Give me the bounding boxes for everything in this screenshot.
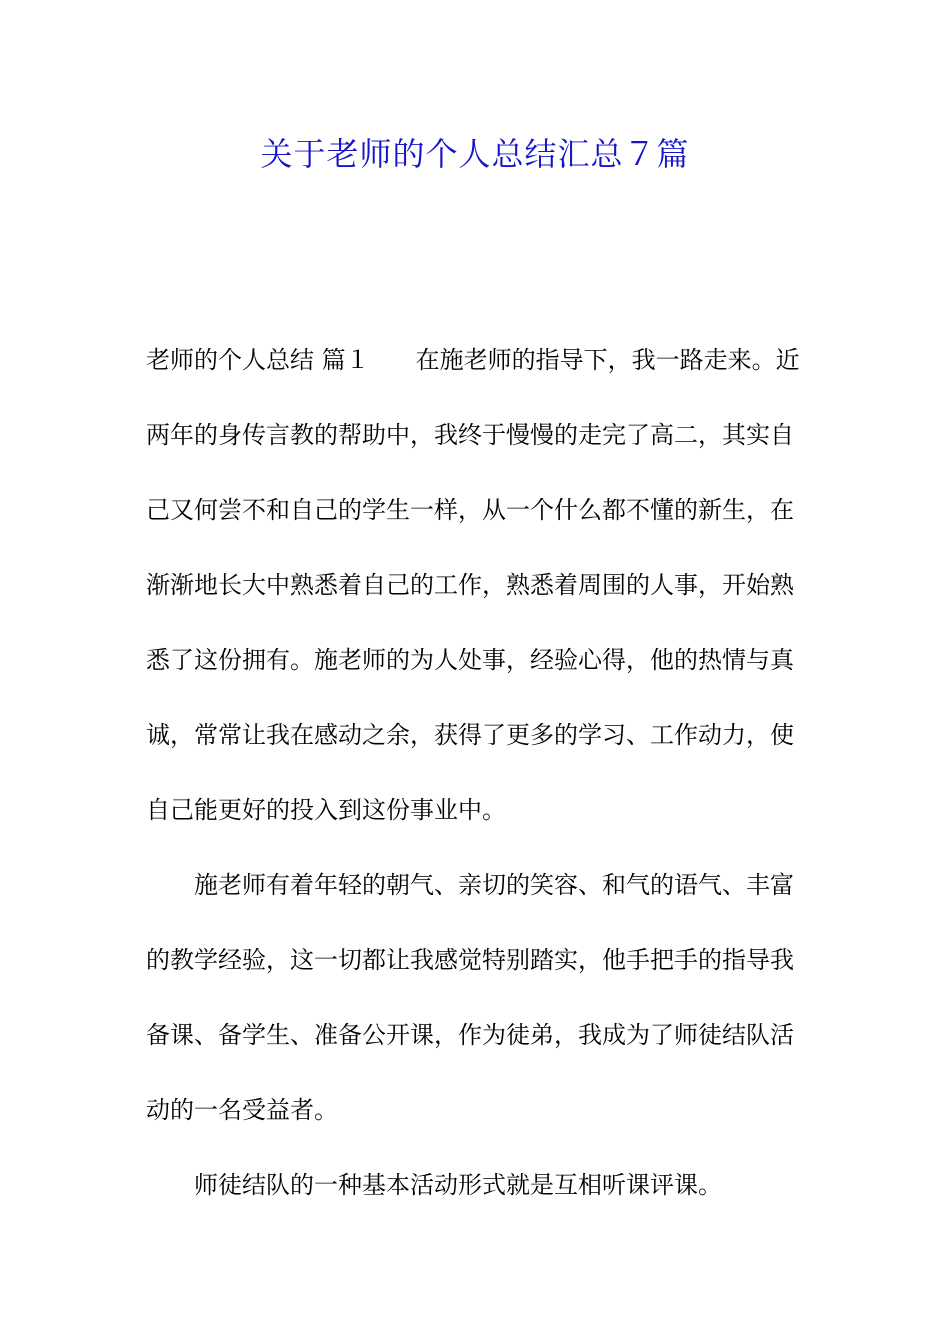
text-line: 诚，常常让我在感动之余，获得了更多的学习、工作动力，使 [146, 721, 794, 749]
text-line [146, 861, 806, 909]
text-line: 己又何尝不和自己的学生一样，从一个什么都不懂的新生，在 [146, 496, 794, 524]
text-line: 悉了这份拥有。施老师的为人处事，经验心得，他的热情与真 [146, 646, 794, 674]
section-label: 老师的个人总结 篇１ [146, 346, 370, 374]
text-line: 备课、备学生、准备公开课，作为徒弟，我成为了师徒结队活 [146, 1021, 794, 1049]
paragraph-text: 师徒结队的一种基本活动形式就是互相听课评课。 [194, 1171, 722, 1199]
document-title: 关于老师的个人总结汇总７篇 [260, 135, 690, 173]
document-body [146, 336, 806, 1236]
text-line [146, 1161, 806, 1209]
text-line [146, 336, 806, 384]
text-line: 两年的身传言教的帮助中，我终于慢慢的走完了高二，其实自 [146, 421, 794, 449]
paragraph-text: 在施老师的指导下，我一路走来。近 [415, 346, 800, 374]
text-line: 的教学经验，这一切都让我感觉特别踏实，他手把手的指导我 [146, 946, 794, 974]
text-line: 渐渐地长大中熟悉着自己的工作，熟悉着周围的人事，开始熟 [146, 571, 794, 599]
text-line: 自己能更好的投入到这份事业中。 [146, 796, 506, 824]
paragraph-text: 施老师有着年轻的朝气、亲切的笑容、和气的语气、丰富 [194, 871, 794, 899]
text-line: 动的一名受益者。 [146, 1096, 338, 1124]
